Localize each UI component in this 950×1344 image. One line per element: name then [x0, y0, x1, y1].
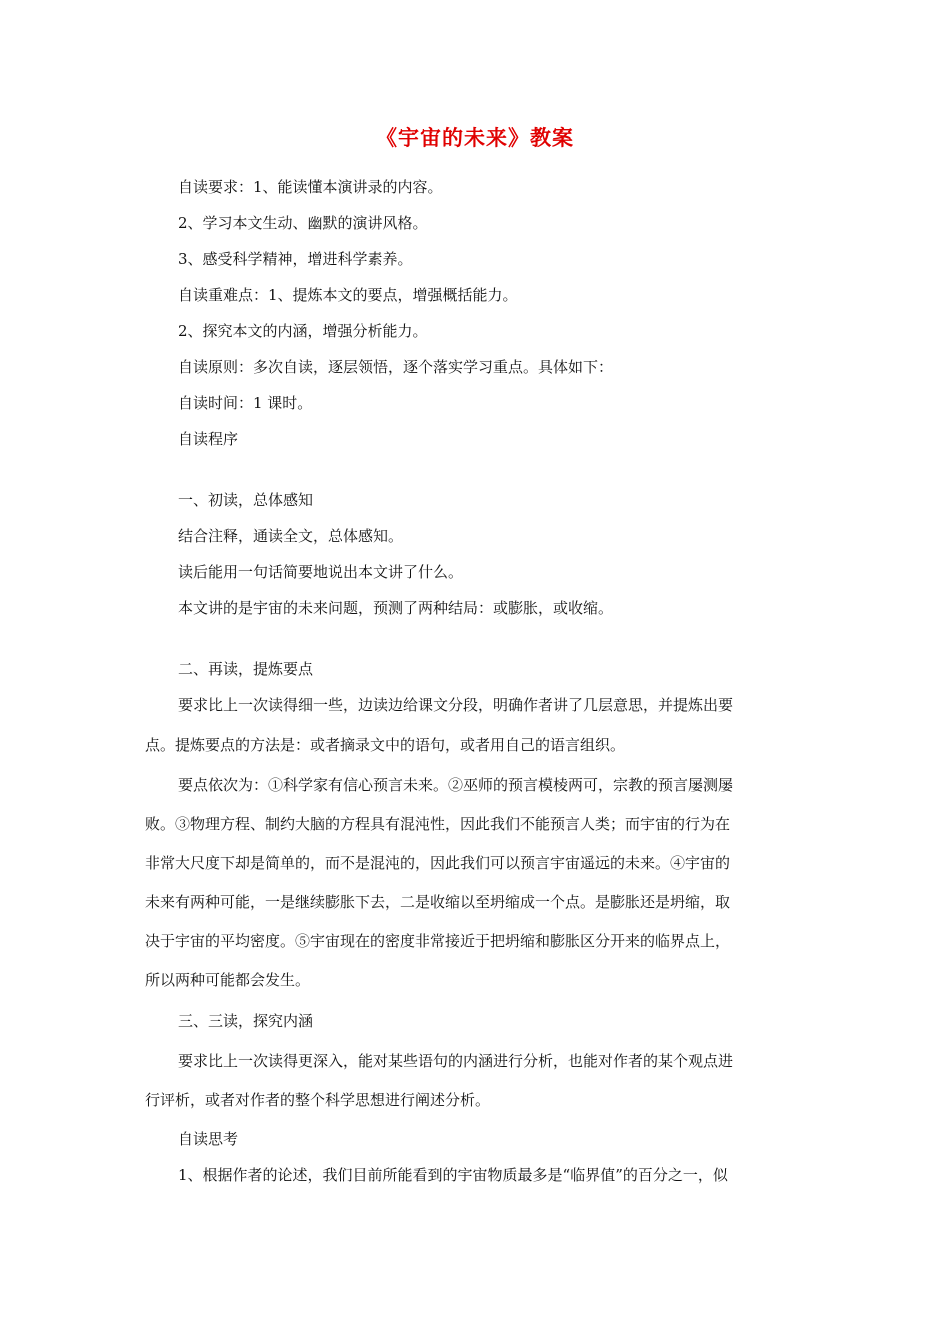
paragraph-line: 点。提炼要点的方法是：或者摘录文中的语句，或者用自己的语言组织。 — [145, 736, 626, 754]
paragraph-line: 读后能用一句话简要地说出本文讲了什么。 — [178, 563, 464, 581]
section-heading: 自读程序 — [178, 430, 239, 448]
paragraph-line: 要点依次为：①科学家有信心预言未来。②巫师的预言模棱两可，宗教的预言屡测屡 — [178, 776, 734, 794]
paragraph-line: 结合注释，通读全文，总体感知。 — [178, 527, 404, 545]
paragraph-line: 所以两种可能都会发生。 — [145, 971, 311, 989]
paragraph-line: 自读要求：1、能读懂本演讲录的内容。 — [178, 178, 443, 196]
paragraph-line: 自读原则：多次自读，逐层领悟，逐个落实学习重点。具体如下： — [178, 358, 614, 376]
paragraph-line: 2、学习本文生动、幽默的演讲风格。 — [178, 214, 428, 232]
document-title: 《宇宙的未来》教案 — [376, 126, 574, 150]
paragraph-line: 3、感受科学精神，增进科学素养。 — [178, 250, 413, 268]
section-heading: 三、三读，探究内涵 — [178, 1012, 314, 1030]
paragraph-line: 本文讲的是宇宙的未来问题，预测了两种结局：或膨胀，或收缩。 — [178, 599, 614, 617]
paragraph-line: 要求比上一次读得更深入，能对某些语句的内涵进行分析，也能对作者的某个观点进 — [178, 1052, 734, 1070]
paragraph-line: 行评析，或者对作者的整个科学思想进行阐述分析。 — [145, 1091, 491, 1109]
section-heading: 自读思考 — [178, 1130, 239, 1148]
paragraph-line: 1、根据作者的论述，我们目前所能看到的宇宙物质最多是“临界值”的百分之一，似 — [178, 1166, 728, 1184]
paragraph-line: 2、探究本文的内涵，增强分析能力。 — [178, 322, 428, 340]
paragraph-line: 非常大尺度下却是简单的，而不是混沌的，因此我们可以预言宇宙遥远的未来。④宇宙的 — [145, 854, 731, 872]
paragraph-line: 自读时间：1 课时。 — [178, 394, 313, 412]
paragraph-line: 要求比上一次读得细一些，边读边给课文分段，明确作者讲了几层意思，并提炼出要 — [178, 696, 734, 714]
paragraph-line: 败。③物理方程、制约大脑的方程具有混沌性，因此我们不能预言人类；而宇宙的行为在 — [145, 815, 731, 833]
paragraph-line: 自读重难点：1、提炼本文的要点，增强概括能力。 — [178, 286, 518, 304]
section-heading: 一、初读，总体感知 — [178, 491, 314, 509]
paragraph-line: 未来有两种可能，一是继续膨胀下去，二是收缩以至坍缩成一个点。是膨胀还是坍缩，取 — [145, 893, 731, 911]
paragraph-line: 决于宇宙的平均密度。⑤宇宙现在的密度非常接近于把坍缩和膨胀区分开来的临界点上， — [145, 932, 731, 950]
section-heading: 二、再读，提炼要点 — [178, 660, 314, 678]
